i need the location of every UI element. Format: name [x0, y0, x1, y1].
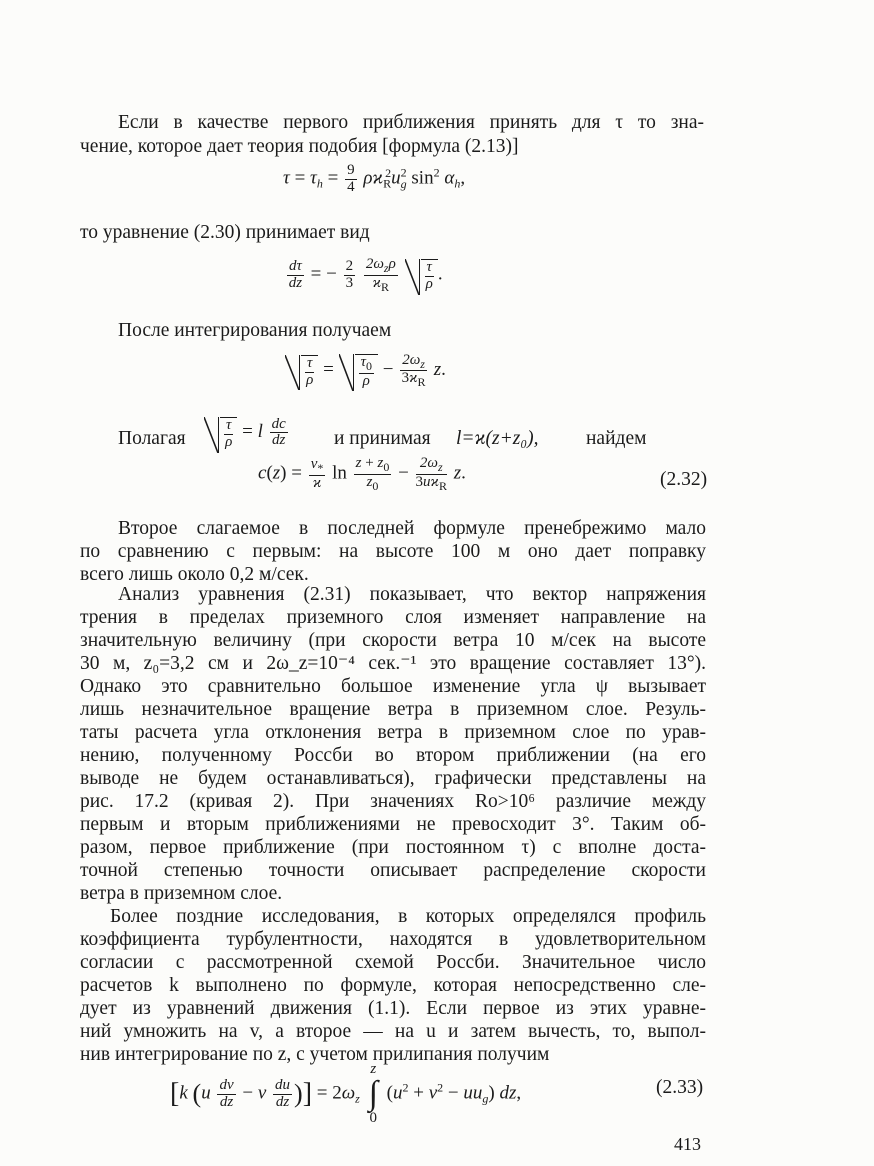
paragraph-3-line-12: разом, первое приближение (при постоянном τ) с вполне доста-: [80, 837, 706, 858]
paragraph-4-line-5: дует из уравнений движения (1.1). Если первое из этих уравне-: [80, 998, 706, 1019]
paragraph-4-line-7: нив интегрирование по z, с учетом прилипания получим: [80, 1044, 550, 1065]
page-number: 413: [674, 1134, 701, 1154]
paragraph-4-line-6: ний умножить на v, а второе — на u и затем вычесть, то, выпол-: [80, 1021, 706, 1042]
paragraph-4-line-1: Более поздние исследования, в которых определялся профиль: [110, 906, 706, 927]
equation-number-2-32: (2.32): [660, 469, 708, 490]
text-and-taking: и принимая: [334, 428, 431, 449]
paragraph-3-line-2: трения в пределах приземного слоя изменяет направление на: [80, 607, 706, 628]
formula-dtau: $\frac{d\tau}{dz}$ = − $\frac{2}{3}$ $\frac{2\omega_z\rho}{ϰ_R}$ $\frac{\tau}{\rho}$ .: [288, 256, 443, 294]
text-we-find: найдем: [586, 428, 647, 449]
text-then: то уравнение (2.30) принимает вид: [80, 222, 370, 243]
paragraph-3-line-4: 30 м, z₀=3,2 см и 2ω_z=10⁻⁴ сек.⁻¹ это вращение составляет 13°).: [80, 653, 706, 674]
paragraph-3-line-14: ветра в приземном слое.: [80, 883, 283, 904]
equation-number-2-33: (2.33): [656, 1077, 704, 1098]
paragraph-4-line-3: согласии с рассмотренной схемой Россби. Значительное число: [80, 952, 706, 973]
paragraph-3-line-3: значительную величину (при скорости ветра 10 м/сек на высоте: [80, 630, 706, 651]
paragraph-3-line-13: точной степенью точности описывает распределение скорости: [80, 860, 706, 881]
text-assuming: Полагая: [118, 428, 186, 449]
paragraph-3-line-10: рис. 17.2 (кривая 2). При значениях Ro>10⁶ различие между: [80, 791, 706, 812]
paragraph-3-line-11: первым и вторым приближениями не превосходит 3°. Таким об-: [80, 814, 706, 835]
paragraph-3-line-1: Анализ уравнения (2.31) показывает, что вектор напряжения: [118, 584, 706, 605]
paragraph-2-line-3: всего лишь около 0,2 м/сек.: [80, 564, 309, 585]
formula-2-33: [k (u $\frac{dv}{dz}$ − v $\frac{du}{dz}$ )] = $2\omega_z$ z ∫ 0 $(u^2 + v^2 - uu_g)$ dz,: [170, 1061, 522, 1126]
text-after-integration: После интегрирования получаем: [118, 320, 392, 341]
formula-l: l=ϰ(z+z₀),: [456, 428, 539, 449]
formula-sqrt: $\frac{\tau}{\rho}$ = $\frac{\tau_0}{\rho}$ − $\frac{2\omega_z}{3ϰ_R}$ z.: [285, 352, 446, 389]
formula-tau: $\tau = \tau_h$ = $\frac{9}{4}$ $\rho ϰ_R^2u^2_g$ $\sin^2 \alpha_h$,: [283, 162, 466, 195]
formula-cz: c(z) = $\frac{v_*}{ϰ}$ ln $\frac{z + z_0}{z_0}$ − $\frac{2\omega_z}{3uϰ_R}$ z.: [258, 455, 466, 493]
paragraph-4-line-4: расчетов k выполнено по формуле, которая непосредственно сле-: [80, 975, 706, 996]
paragraph-3-line-7: таты расчета угла отклонения ветра в приземном слое по урав-: [80, 722, 706, 743]
paragraph-1-line-1: Если в качестве первого приближения принять для τ то зна-: [118, 112, 704, 133]
paragraph-2-line-2: по сравнению с первым: на высоте 100 м оно дает поправку: [80, 541, 706, 562]
paragraph-3-line-5: Однако это сравнительно большое изменение угла ψ вызывает: [80, 676, 706, 697]
paragraph-2-line-1: Второе слагаемое в последней формуле пренебрежимо мало: [118, 518, 706, 539]
paragraph-4-line-2: коэффициента турбулентности, находятся в удовлетворительном: [80, 929, 706, 950]
paragraph-3-line-8: нению, полученному Россби во втором приближении (на его: [80, 745, 706, 766]
paragraph-1-line-2: чение, которое дает теория подобия [формула (2.13)]: [80, 136, 519, 157]
paragraph-3-line-6: лишь незначительное вращение ветра в приземном слое. Резуль-: [80, 699, 706, 720]
formula-assumption: $\frac{\tau}{\rho}$ = l $\frac{dc}{dz}$: [204, 415, 290, 451]
paragraph-3-line-9: выводе не будем останавливаться), графически представлены на: [80, 768, 706, 789]
